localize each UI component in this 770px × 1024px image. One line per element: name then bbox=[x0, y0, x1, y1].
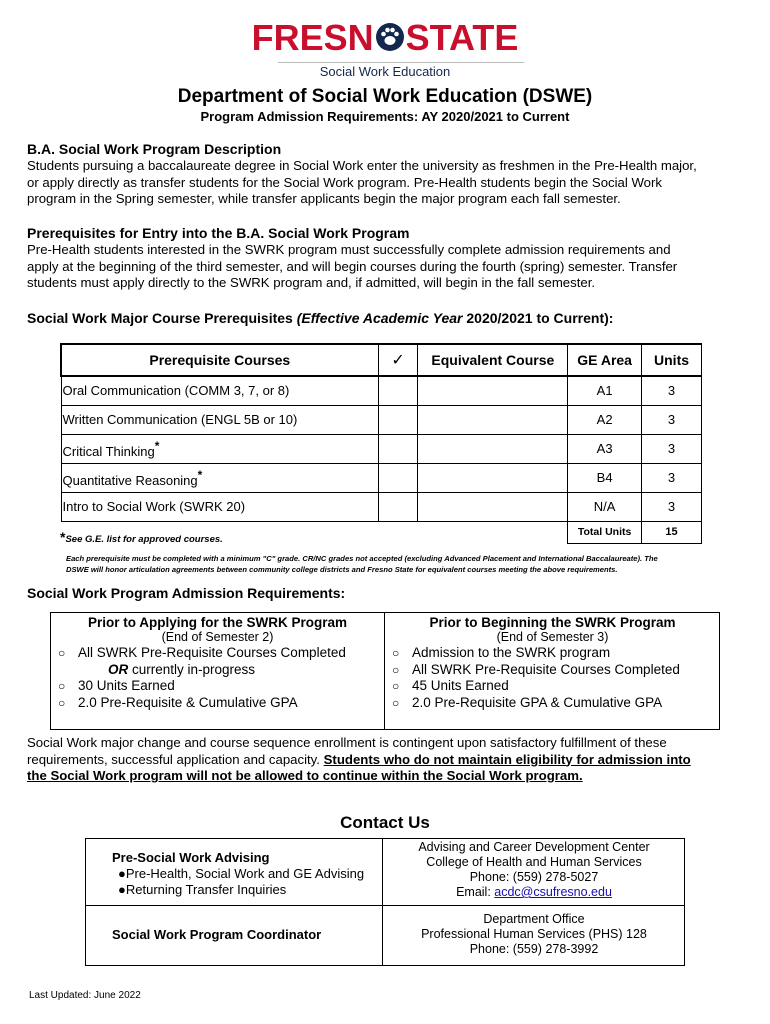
advising-contact-info: Advising and Career Development Center College of Health and Human Services Phone: (559) 278-5027 Email: acdc@csufresno.edu bbox=[418, 840, 650, 899]
eligibility-warning-cont: the Social Work program will not be allowed to continue within the Social Work program. bbox=[27, 768, 583, 783]
advising-label: Pre-Social Work Advising bbox=[112, 850, 270, 865]
contact-row-divider bbox=[86, 905, 684, 906]
table-header-row bbox=[61, 344, 702, 376]
logo-subtitle: Social Work Education bbox=[319, 64, 451, 79]
course-name: Critical Thinking bbox=[62, 443, 155, 459]
eligibility-warning: Students who do not maintain eligibility for admission into bbox=[323, 751, 691, 767]
prerequisite-table bbox=[60, 343, 702, 544]
list-item: ○ 30 Units Earned bbox=[58, 678, 175, 693]
right-column-title: Prior to Beginning the SWRK Program bbox=[429, 615, 676, 630]
footnote-text: See G.E. list for approved courses. bbox=[65, 534, 223, 545]
equivalent-course-cell[interactable] bbox=[418, 492, 568, 521]
list-item: ○ All SWRK Pre-Requisite Courses Completed bbox=[392, 661, 680, 677]
col-ge-area: GE Area bbox=[568, 344, 642, 376]
prereq-entry-line: apply at the beginning of the third semester, and will begin courses during the fourth (spring) semester. Transfer bbox=[27, 258, 678, 274]
admission-heading: Social Work Program Admission Requirements: bbox=[27, 585, 346, 601]
coordinator-label: Social Work Program Coordinator bbox=[112, 927, 322, 942]
course-name: Written Communication (ENGL 5B or 10) bbox=[61, 405, 378, 434]
units: 3 bbox=[642, 434, 702, 463]
table-row bbox=[61, 463, 702, 492]
equivalent-course-cell[interactable] bbox=[418, 376, 568, 405]
list-item: ○ 2.0 Pre-Requisite & Cumulative GPA bbox=[58, 694, 298, 710]
logo-right-word: STATE bbox=[405, 17, 519, 58]
course-cell bbox=[61, 434, 378, 463]
logo-left-word: FRESN bbox=[251, 17, 374, 58]
circle-bullet-icon: ○ bbox=[392, 662, 400, 677]
asterisk-mark: * bbox=[154, 438, 160, 453]
contact-col-divider bbox=[382, 839, 383, 965]
eligibility-note: Social Work major change and course sequence enrollment is contingent upon satisfactory fulfillment of these requirements, successful application and capacity. Students who do not maintain eligibility for admission into the Social Work program will not be allowed to continue within the Social Work program. bbox=[27, 735, 747, 785]
table-row bbox=[61, 434, 702, 463]
ba-line: Students pursuing a baccalaureate degree in Social Work enter the university as freshmen in the Pre-Health major, bbox=[27, 158, 697, 173]
page-title: Department of Social Work Education (DSWE) bbox=[177, 86, 593, 107]
contact-table bbox=[85, 838, 685, 966]
prereq-entry-line: students must apply directly to the SWRK program and, if admitted, will begin in the fall semester. bbox=[27, 275, 596, 290]
major-prereq-heading-end: 2020/2021 to Current): bbox=[466, 310, 614, 326]
circle-bullet-icon: ○ bbox=[58, 679, 66, 693]
circle-bullet-icon: ○ bbox=[392, 646, 400, 660]
col-check: ✓ bbox=[391, 352, 405, 369]
ba-description-text bbox=[27, 158, 747, 208]
page-subtitle: Program Admission Requirements: AY 2020/2021 to Current bbox=[200, 109, 570, 124]
circle-bullet-icon: ○ bbox=[392, 695, 400, 710]
left-column-title: Prior to Applying for the SWRK Program bbox=[87, 615, 347, 630]
check-icon bbox=[378, 344, 418, 376]
ba-line: program in the Spring semester, while transfer applicants begin the major program each fall semester. bbox=[27, 191, 621, 206]
ge-area: N/A bbox=[568, 492, 642, 521]
equivalent-course-cell[interactable] bbox=[418, 463, 568, 492]
list-item: ○ All SWRK Pre-Requisite Courses Completed bbox=[58, 645, 346, 660]
fine-print-line: DSWE will honor articulation agreements between community college districts and Fresno State for equivalent courses meeting the above requirements. bbox=[66, 565, 618, 574]
check-cell[interactable] bbox=[378, 463, 418, 492]
list-item: ○ Admission to the SWRK program bbox=[392, 645, 611, 660]
course-name: Quantitative Reasoning bbox=[62, 472, 198, 488]
check-cell[interactable] bbox=[378, 492, 418, 521]
check-cell[interactable] bbox=[378, 405, 418, 434]
grade-fine-print bbox=[66, 553, 716, 575]
paw-icon bbox=[375, 22, 405, 57]
left-column-subtitle: (End of Semester 2) bbox=[161, 630, 274, 644]
ba-line: or apply directly as transfer students for the Social Work program. Pre-Health students begin the Social Work bbox=[27, 174, 663, 190]
list-item-continuation: OR currently in-progress bbox=[108, 661, 256, 677]
coordinator-contact-info: Department Office Professional Human Services (PHS) 128 Phone: (559) 278-3992 bbox=[421, 912, 647, 956]
asterisk-mark: * bbox=[197, 467, 203, 482]
fresno-state-logo bbox=[0, 18, 770, 58]
major-prereq-heading bbox=[27, 310, 613, 326]
prereq-entry-line: Pre-Health students interested in the SWRK program must successfully complete admission requirements and bbox=[27, 242, 671, 257]
circle-bullet-icon: ○ bbox=[392, 679, 400, 693]
equivalent-course-cell[interactable] bbox=[418, 434, 568, 463]
list-item: ○ 2.0 Pre-Requisite GPA & Cumulative GPA bbox=[392, 694, 663, 710]
last-updated: Last Updated: June 2022 bbox=[29, 990, 141, 1001]
ge-area: A3 bbox=[568, 434, 642, 463]
course-cell bbox=[61, 463, 378, 492]
contact-title: Contact Us bbox=[340, 813, 430, 832]
ge-area: A1 bbox=[568, 376, 642, 405]
admission-right-column bbox=[385, 613, 720, 711]
units: 3 bbox=[642, 463, 702, 492]
list-item: ●Pre-Health, Social Work and GE Advising bbox=[118, 866, 365, 881]
list-item: ○ 45 Units Earned bbox=[392, 678, 509, 693]
ge-area: B4 bbox=[568, 463, 642, 492]
footnote-star: * bbox=[60, 529, 66, 545]
prereq-entry-heading: Prerequisites for Entry into the B.A. Social Work Program bbox=[27, 225, 410, 241]
course-name: Oral Communication (COMM 3, 7, or 8) bbox=[61, 376, 378, 405]
ge-area: A2 bbox=[568, 405, 642, 434]
admission-table bbox=[50, 612, 720, 730]
major-prereq-heading-start: Social Work Major Course Prerequisites bbox=[27, 310, 297, 326]
or-text: OR bbox=[108, 661, 129, 677]
total-units-value: 15 bbox=[642, 521, 702, 543]
advising-email-link[interactable]: acdc@csufresno.edu bbox=[494, 885, 612, 899]
col-units: Units bbox=[642, 344, 702, 376]
table-row bbox=[61, 405, 702, 434]
right-column-subtitle: (End of Semester 3) bbox=[496, 630, 609, 644]
prereq-entry-text bbox=[27, 242, 747, 292]
col-prerequisite-courses: Prerequisite Courses bbox=[61, 344, 378, 376]
table-row bbox=[61, 492, 702, 521]
bullet-icon: ● bbox=[118, 882, 126, 897]
ba-description-heading: B.A. Social Work Program Description bbox=[27, 141, 282, 157]
fine-print-line: Each prerequisite must be completed with a minimum "C" grade. CR/NC grades not accepted (excluding Advanced Placement and International Baccalaureate). The bbox=[66, 554, 658, 563]
check-cell[interactable] bbox=[378, 376, 418, 405]
course-name: Intro to Social Work (SWRK 20) bbox=[61, 492, 378, 521]
check-cell[interactable] bbox=[378, 434, 418, 463]
equivalent-course-cell[interactable] bbox=[418, 405, 568, 434]
major-prereq-heading-italic: (Effective Academic Year bbox=[296, 310, 467, 326]
units: 3 bbox=[642, 376, 702, 405]
table-row bbox=[61, 376, 702, 405]
circle-bullet-icon: ○ bbox=[58, 646, 66, 660]
bullet-icon: ● bbox=[118, 866, 126, 881]
units: 3 bbox=[642, 492, 702, 521]
units: 3 bbox=[642, 405, 702, 434]
circle-bullet-icon: ○ bbox=[58, 695, 66, 710]
total-units-label: Total Units bbox=[568, 521, 642, 543]
list-item: ●Returning Transfer Inquiries bbox=[118, 882, 287, 897]
ge-footnote bbox=[60, 529, 223, 545]
admission-left-column bbox=[51, 613, 384, 711]
col-equivalent-course: Equivalent Course bbox=[418, 344, 568, 376]
logo-divider bbox=[278, 62, 524, 63]
